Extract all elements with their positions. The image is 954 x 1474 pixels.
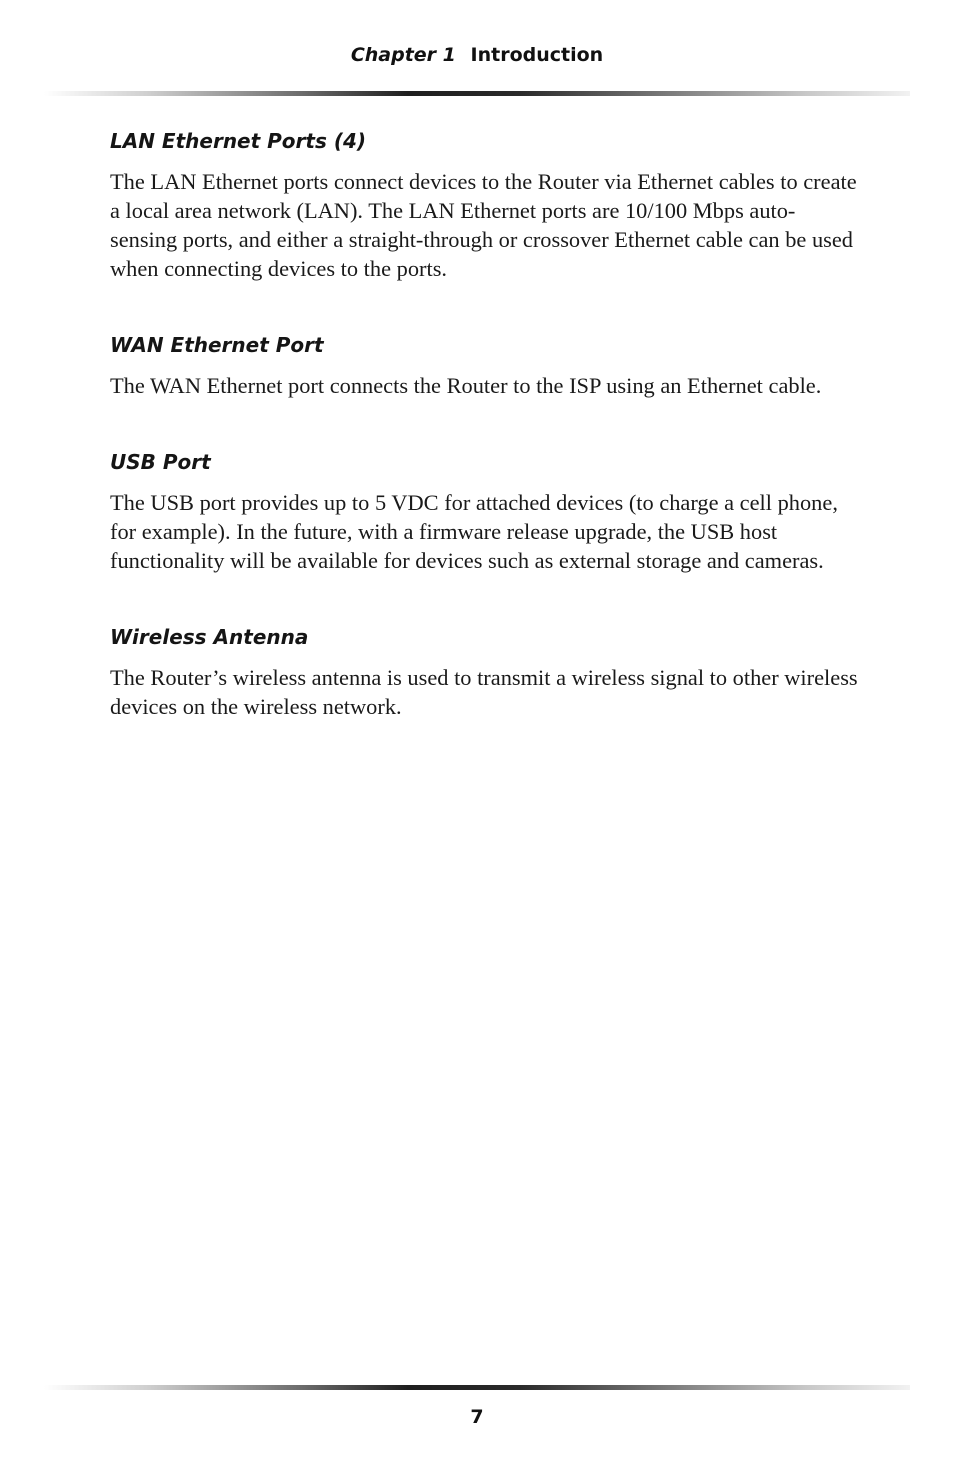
section-paragraph: The WAN Ethernet port connects the Router to the ISP using an Ethernet cable.	[110, 373, 822, 398]
section-heading: Wireless Antenna	[110, 625, 309, 649]
section-usb-port	[110, 448, 862, 575]
footer-divider	[44, 1385, 910, 1390]
chapter-label: Chapter 1	[350, 44, 456, 66]
section-heading: LAN Ethernet Ports (4)	[110, 129, 367, 153]
section-paragraph: The Router’s wireless antenna is used to transmit a wireless signal to other wireless devices on the wireless network.	[110, 665, 858, 719]
chapter-title: Introduction	[470, 44, 604, 66]
page-body	[110, 127, 862, 721]
section-wan-port	[110, 331, 862, 400]
header-divider	[44, 91, 910, 96]
page-number: 7	[470, 1406, 484, 1428]
section-wireless-antenna	[110, 623, 862, 721]
section-heading: WAN Ethernet Port	[110, 333, 324, 357]
page-header	[0, 44, 954, 66]
section-heading: USB Port	[110, 450, 211, 474]
section-paragraph: The USB port provides up to 5 VDC for attached devices (to charge a cell phone, for example). In the future, with a firmware release upgrade, the USB host functionality will be available for devices such as external storage and cameras.	[110, 490, 838, 573]
section-lan-ports	[110, 127, 862, 283]
section-paragraph: The LAN Ethernet ports connect devices to the Router via Ethernet cables to create a local area network (LAN). The LAN Ethernet ports are 10/100 Mbps auto-sensing ports, and either a straight-through or crossover Ethernet cable can be used when connecting devices to the ports.	[110, 169, 857, 281]
